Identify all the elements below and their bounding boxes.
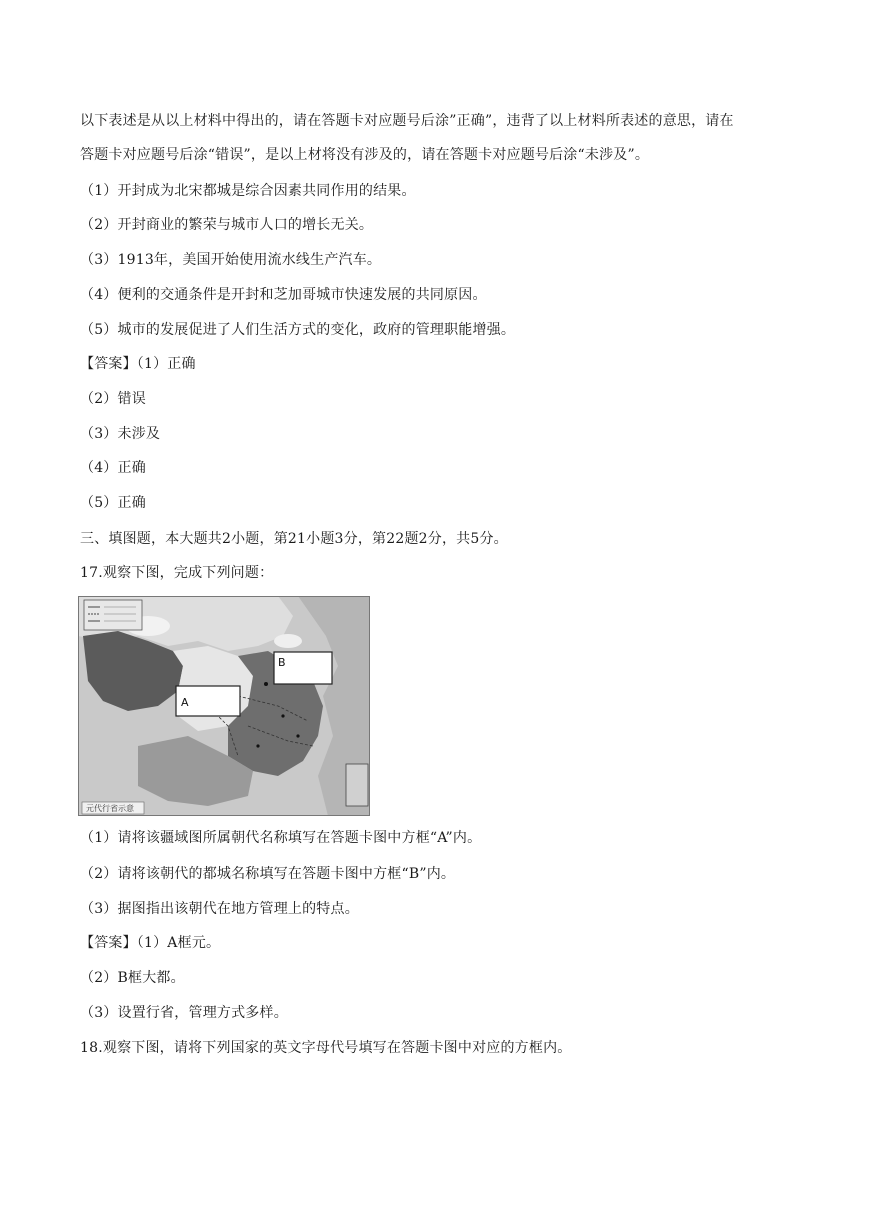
map-caption: 元代行省示意 [86,804,134,813]
intro-line-1: 以下表述是从以上材料中得出的，请在答题卡对应题号后涂”正确”，违背了以上材料所表述的意思，请在 [80,113,734,129]
intro-line-2: 答题卡对应题号后涂“错误”，是以上材将没有涉及的，请在答题卡对应题号后涂“未涉及”。 [80,147,650,163]
q18-title: 18.观察下图，请将下列国家的英文字母代号填写在答题卡图中对应的方框内。 [80,1040,572,1056]
q16-item-4: （4）便利的交通条件是开封和芝加哥城市快速发展的共同原因。 [80,287,487,303]
q16-answer-5: （5）正确 [80,495,146,511]
q16-item-5: （5）城市的发展促进了人们生活方式的变化，政府的管理职能增强。 [80,322,516,338]
q16-item-3: （3）1913年，美国开始使用流水线生产汽车。 [80,252,382,268]
q16-item-1: （1）开封成为北宋都城是综合因素共同作用的结果。 [80,183,416,199]
q17-answer-2: （2）B框大都。 [80,970,185,986]
q16-answer-2: （2）错误 [80,391,146,407]
q17-item-1: （1）请将该疆域图所属朝代名称填写在答题卡图中方框“A”内。 [80,830,482,846]
q17-answer-1: 【答案】（1）A框元。 [80,935,221,951]
q16-answer-4: （4）正确 [80,460,146,476]
q16-answer-1: 【答案】（1）正确 [80,356,196,372]
map-box-b-label: B [278,656,286,669]
q17-item-3: （3）据图指出该朝代在地方管理上的特点。 [80,901,359,917]
q17-title: 17.观察下图，完成下列问题： [80,565,274,581]
yuan-territory-map [78,596,370,816]
map-box-a-label: A [181,696,189,709]
q17-item-2: （2）请将该朝代的都城名称填写在答题卡图中方框“B”内。 [80,866,456,882]
q16-answer-3: （3）未涉及 [80,426,161,442]
q17-answer-3: （3）设置行省，管理方式多样。 [80,1005,288,1021]
q16-item-2: （2）开封商业的繁荣与城市人口的增长无关。 [80,217,374,233]
section-3-heading: 三、填图题，本大题共2小题，第21小题3分，第22题2分，共5分。 [80,531,508,547]
